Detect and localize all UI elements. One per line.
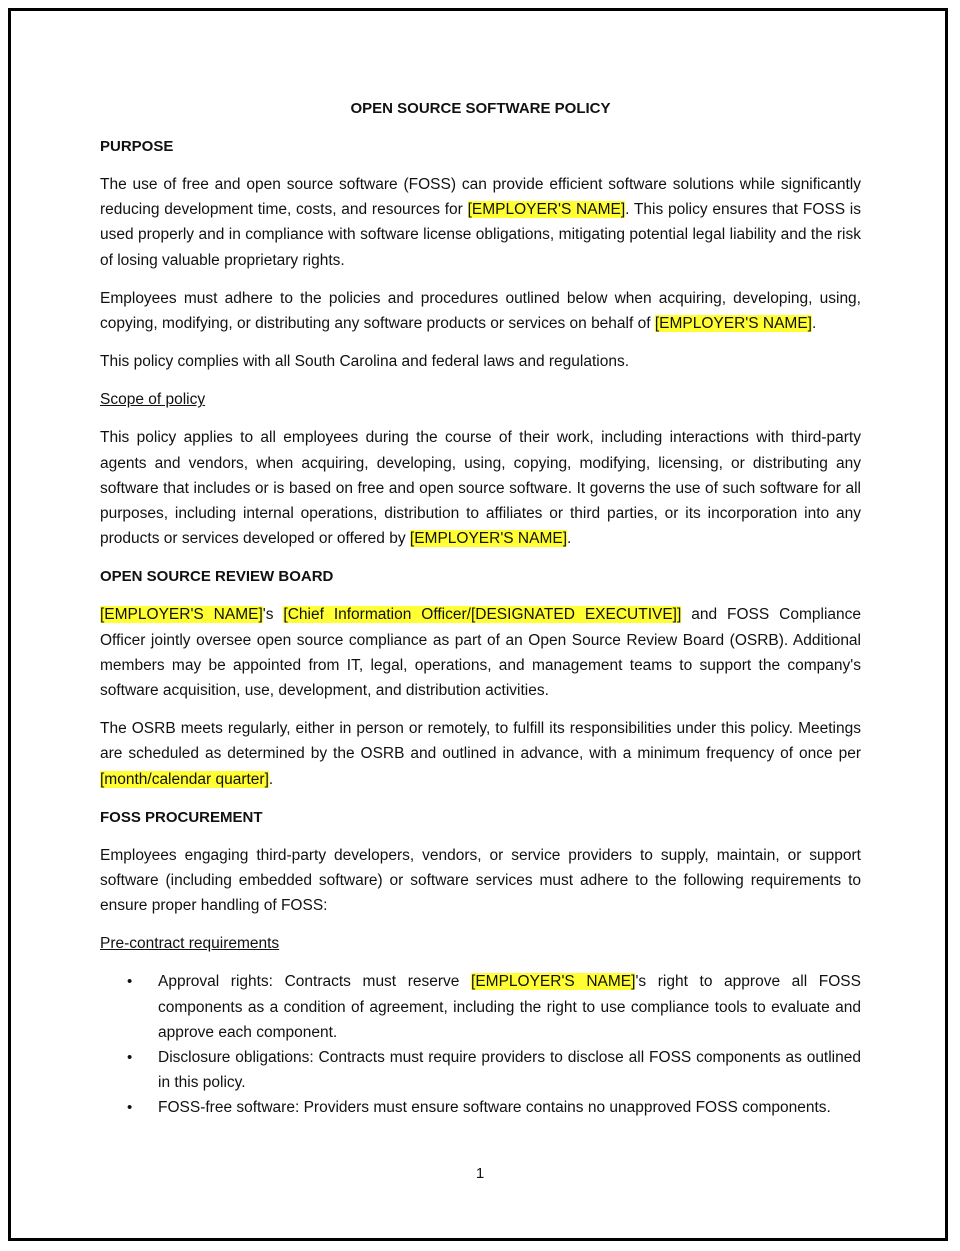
text-run: FOSS-free software: Providers must ensure software contains no unapproved FOSS components. [158,1099,831,1117]
purpose-heading: PURPOSE [100,138,174,155]
text-run: Employees must adhere to the policies and procedures outlined below when acquiring, developing, using, copying, modifying, or distributing any software products or services on behalf of [100,289,861,333]
employer-name-placeholder: [EMPLOYER'S NAME] [654,315,812,333]
text-run: . [567,530,572,548]
text-run: The use of free and open source software (FOSS) can provide efficient software solutions while significantly reducing development time, costs, and resources for [100,176,861,219]
document-body [100,96,861,1121]
list-item [100,1095,861,1120]
text-run: Approval rights: Contracts must reserve [158,973,472,991]
text-run: 's [262,606,284,624]
employer-name-placeholder: [EMPLOYER'S NAME] [471,973,636,991]
text-run: and FOSS Compliance Officer jointly oversee open source compliance as part of an Open Source Review Board (OSRB). Additional members may be appointed from IT, legal, operations, and management teams to support the company's software acquisition, use, development, and distribution activities. [100,606,861,700]
purpose-paragraph-2 [100,286,861,336]
employer-name-placeholder: [EMPLOYER'S NAME] [100,606,263,624]
scope-subheading: Scope of policy [100,391,206,409]
executive-placeholder: [Chief Information Officer/[DESIGNATED EXECUTIVE]] [283,606,682,624]
list-item [100,969,861,1045]
procurement-heading: FOSS PROCUREMENT [100,808,263,826]
list-item [100,1045,861,1095]
bullet-icon: • [127,1049,133,1067]
procurement-paragraph: Employees engaging third-party developers, vendors, or service providers to supply, maintain, or support software (including embedded software) or software services must adhere to the following requirements to ensure proper handling of FOSS: [100,846,861,915]
employer-name-placeholder: [EMPLOYER'S NAME] [409,530,568,548]
purpose-paragraph-3: This policy complies with all South Carolina and federal laws and regulations. [100,353,629,371]
review-board-paragraph-1 [100,602,861,703]
text-run: Disclosure obligations: Contracts must require providers to disclose all FOSS components as outlined in this policy. [158,1049,861,1092]
bullet-icon: • [127,1099,133,1117]
text-run: This policy applies to all employees during the course of their work, including interactions with third-party agents and vendors, when acquiring, developing, using, copying, modifying, licensing, or distributing any software that includes or is based on free and open source software. It governs the use of such software for all purposes, including internal operations, distribution to affiliates or third parties, or its incorporation into any products or services developed or offered by [100,429,861,548]
review-board-paragraph-2 [100,716,861,792]
page-number: 1 [475,1165,485,1182]
text-run: . [268,770,274,788]
bullet-icon: • [127,973,133,991]
requirements-list [100,969,861,1120]
text-run: . [811,315,817,333]
review-board-heading: OPEN SOURCE REVIEW BOARD [100,568,334,586]
document-title: OPEN SOURCE SOFTWARE POLICY [350,100,611,117]
pre-contract-subheading: Pre-contract requirements [100,935,280,953]
employer-name-placeholder: [EMPLOYER'S NAME] [467,201,626,219]
text-run: . This policy ensures that FOSS is used properly and in compliance with software license obligations, mitigating potential legal liability and the risk of losing valuable proprietary rights. [100,201,862,269]
purpose-paragraph-1 [100,172,861,273]
text-run: The OSRB meets regularly, either in person or remotely, to fulfill its responsibilities under this policy. Meetings are scheduled as determined by the OSRB and outlined in advance, with a minimum frequency of once per [100,720,861,763]
frequency-placeholder: [month/calendar quarter] [100,770,269,788]
scope-paragraph [100,425,861,551]
text-run: 's right to approve all FOSS components as a condition of agreement, including the right to use compliance tools to evaluate and approve each component. [158,973,861,1041]
